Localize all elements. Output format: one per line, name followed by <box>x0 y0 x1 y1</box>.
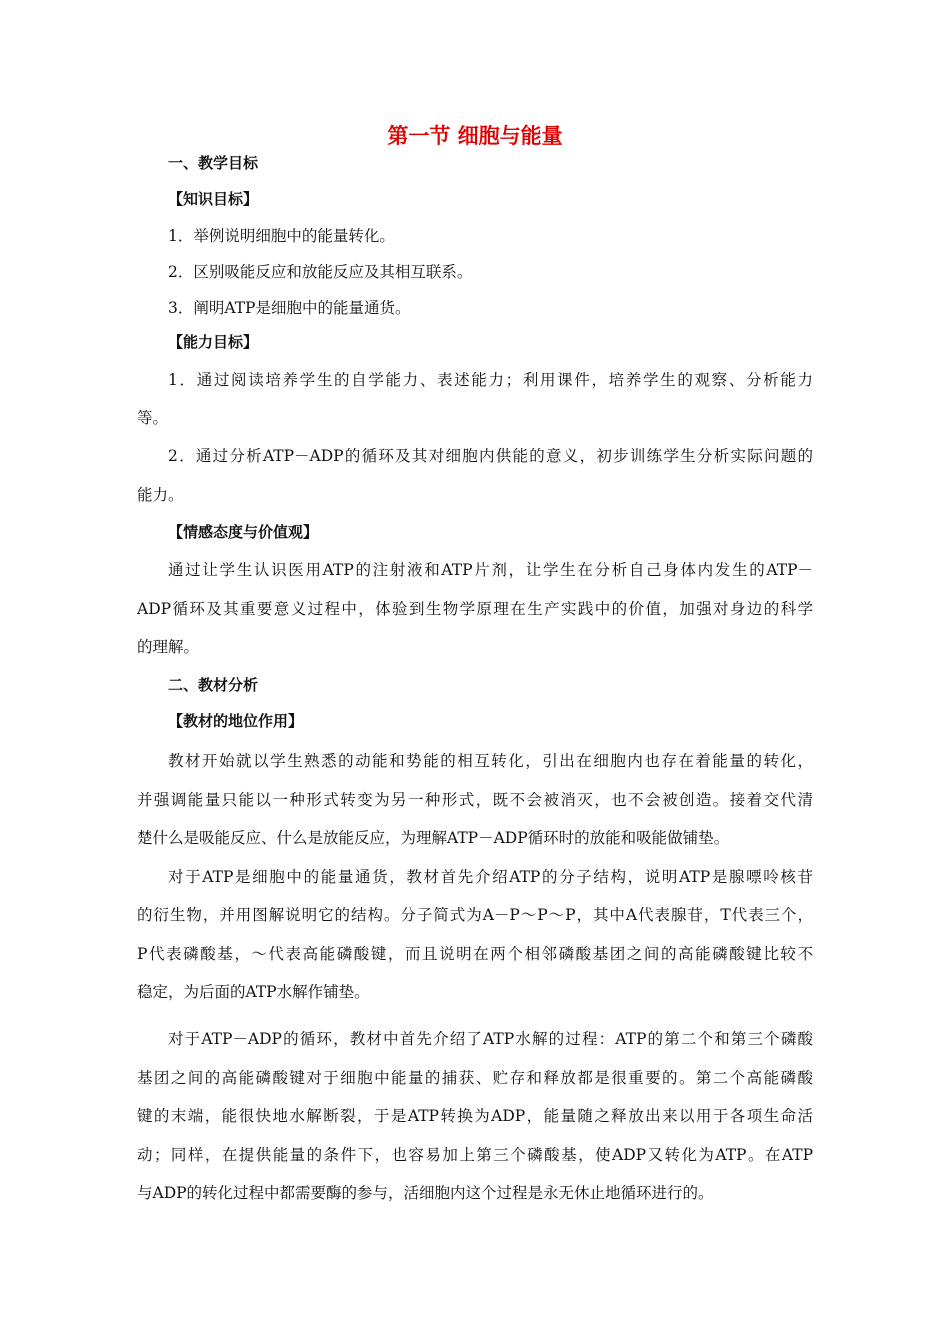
paragraph-line: 2．区别吸能反应和放能反应及其相互联系。 <box>168 263 473 281</box>
subsection-heading: 【教材的地位作用】 <box>168 712 304 730</box>
paragraph-line: 对于ATP是细胞中的能量通货，教材首先介绍ATP的分子结构，说明ATP是腺嘌呤核苷 <box>168 868 813 886</box>
page-title: 第一节 细胞与能量 <box>387 124 563 148</box>
paragraph-line: 通过让学生认识医用ATP的注射液和ATP片剂，让学生在分析自己身体内发生的ATP－ <box>168 561 813 579</box>
paragraph-line: ADP循环及其重要意义过程中，体验到生物学原理在生产实践中的价值，加强对身边的科学 <box>137 600 813 618</box>
paragraph-line: 2．通过分析ATP－ADP的循环及其对细胞内供能的意义，初步训练学生分析实际问题的 <box>168 447 813 465</box>
paragraph-line: 教材开始就以学生熟悉的动能和势能的相互转化，引出在细胞内也存在着能量的转化， <box>168 752 813 770</box>
paragraph-line: 的衍生物，并用图解说明它的结构。分子简式为A－P～P～P，其中A代表腺苷，T代表三个， <box>137 906 813 924</box>
paragraph-line: 1．举例说明细胞中的能量转化。 <box>168 227 395 245</box>
paragraph-line: 对于ATP－ADP的循环，教材中首先介绍了ATP水解的过程：ATP的第二个和第三个磷酸 <box>168 1030 813 1048</box>
paragraph-line: 并强调能量只能以一种形式转变为另一种形式，既不会被消灭，也不会被创造。接着交代清 <box>137 791 813 809</box>
subsection-heading: 【情感态度与价值观】 <box>168 523 319 541</box>
paragraph-line: 键的末端，能很快地水解断裂，于是ATP转换为ADP，能量随之释放出来以用于各项生命活 <box>137 1107 813 1125</box>
paragraph-line: 楚什么是吸能反应、什么是放能反应，为理解ATP－ADP循环时的放能和吸能做铺垫。 <box>137 829 730 847</box>
paragraph-line: 能力。 <box>137 486 184 504</box>
paragraph-line: 与ADP的转化过程中都需要酶的参与，活细胞内这个过程是永无休止地循环进行的。 <box>137 1184 714 1202</box>
paragraph-line: 的理解。 <box>137 638 200 656</box>
subsection-heading: 【知识目标】 <box>168 190 259 208</box>
paragraph-line: P代表磷酸基，～代表高能磷酸键，而且说明在两个相邻磷酸基团之间的高能磷酸键比较不 <box>137 945 813 963</box>
paragraph-line: 3．阐明ATP是细胞中的能量通货。 <box>168 299 411 317</box>
subsection-heading: 【能力目标】 <box>168 333 259 351</box>
paragraph-line: 动；同样，在提供能量的条件下，也容易加上第三个磷酸基，使ADP又转化为ATP。在ATP <box>137 1146 813 1164</box>
section-heading: 二、教材分析 <box>168 676 259 694</box>
paragraph-line: 1．通过阅读培养学生的自学能力、表述能力；利用课件，培养学生的观察、分析能力 <box>168 371 813 389</box>
paragraph-line: 基团之间的高能磷酸键对于细胞中能量的捕获、贮存和释放都是很重要的。第二个高能磷酸 <box>137 1069 813 1087</box>
paragraph-line: 等。 <box>137 409 169 427</box>
section-heading: 一、教学目标 <box>168 154 259 172</box>
paragraph-line: 稳定，为后面的ATP水解作铺垫。 <box>137 983 370 1001</box>
